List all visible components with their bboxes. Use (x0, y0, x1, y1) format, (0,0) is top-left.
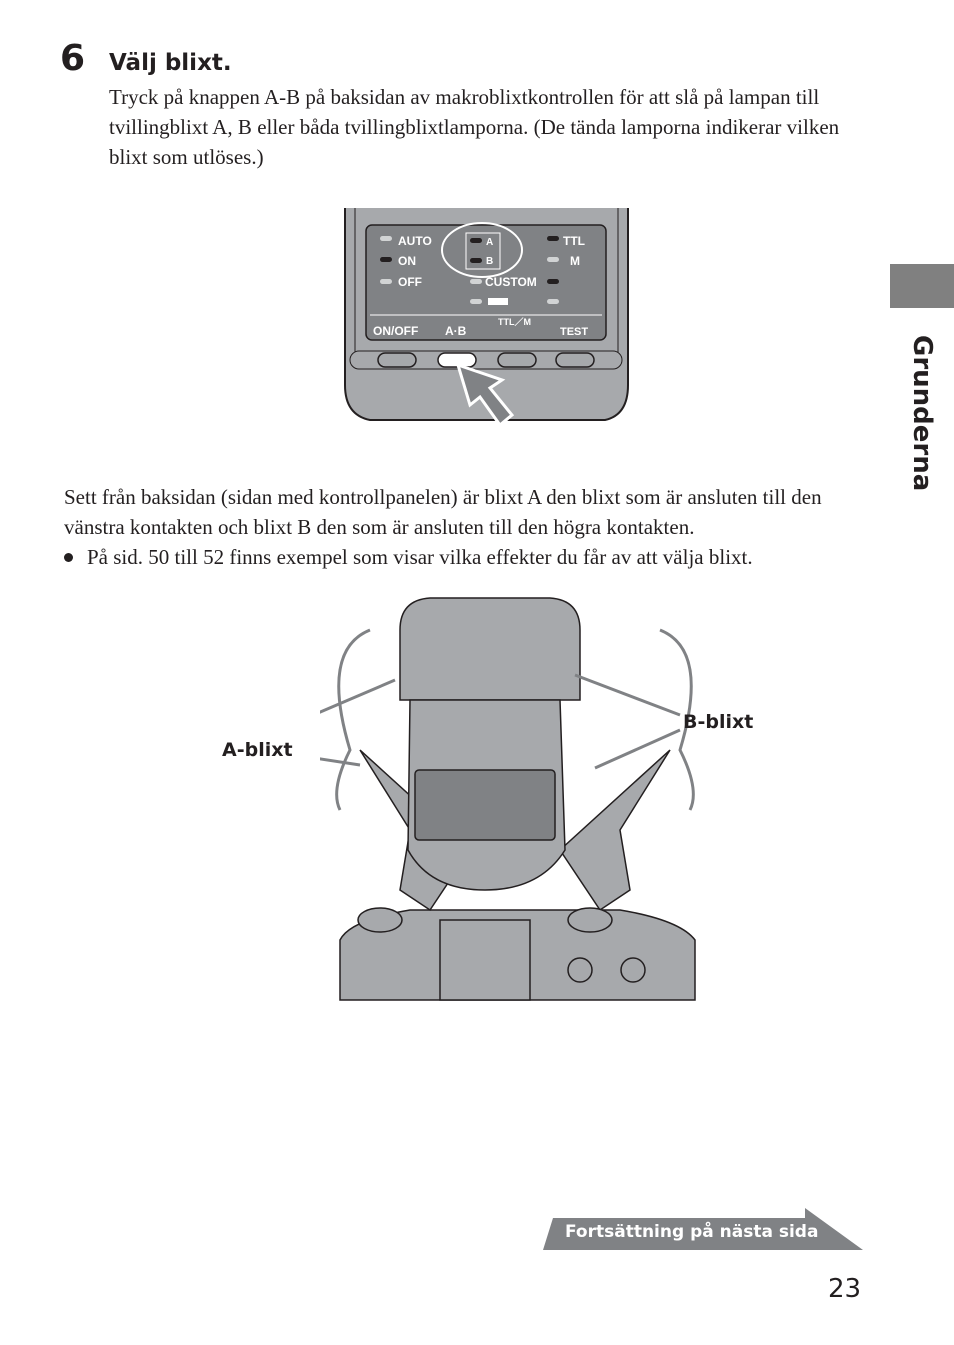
bullet-item: På sid. 50 till 52 finns exempel som visar vilka effekter du får av att välja blixt. (64, 542, 753, 572)
callout-a-flash: A-blixt (222, 739, 293, 761)
page-number: 23 (828, 1274, 862, 1304)
step-number: 6 (60, 38, 86, 79)
panel-button-label-test: TEST (560, 326, 589, 338)
panel-label-a: A (486, 237, 494, 248)
controller-panel-illustration (340, 205, 635, 425)
panel-label-off: OFF (398, 275, 422, 289)
panel-button-label-ab: A·B (445, 324, 467, 338)
continued-label: Fortsättning på nästa sida (565, 1222, 819, 1242)
step-title: Välj blixt. (109, 50, 232, 76)
battery-icon (488, 298, 508, 305)
panel-label-on: ON (398, 254, 416, 268)
camera-with-twin-flash-illustration (320, 590, 710, 1002)
body-paragraph: Sett från baksidan (sidan med kontrollpanelen) är blixt A den blixt som är ansluten till den vänstra kontakten och blixt B den som är ansluten till den högra kontakten. (64, 485, 822, 539)
panel-button-label-onoff: ON/OFF (373, 324, 419, 338)
panel-label-auto: AUTO (398, 234, 432, 248)
bullet-icon (64, 553, 73, 562)
callout-b-flash: B-blixt (683, 711, 754, 733)
panel-button-label-ttlm: TTL／M (498, 317, 531, 327)
section-tab-marker (890, 264, 954, 308)
step-instructions: Tryck på knappen A-B på baksidan av makroblixtkontrollen för att slå på lampan till tvillingblixt A, B eller båda tvillingblixtlamporna. (De tända lamporna indikerar vilken blixt som utlöses.) (109, 85, 840, 169)
panel-label-m: M (570, 254, 580, 268)
section-tab-label: Grunderna (907, 335, 937, 492)
panel-label-custom: CUSTOM (485, 275, 537, 289)
panel-label-b: B (486, 256, 494, 267)
panel-label-ttl: TTL (563, 234, 585, 248)
